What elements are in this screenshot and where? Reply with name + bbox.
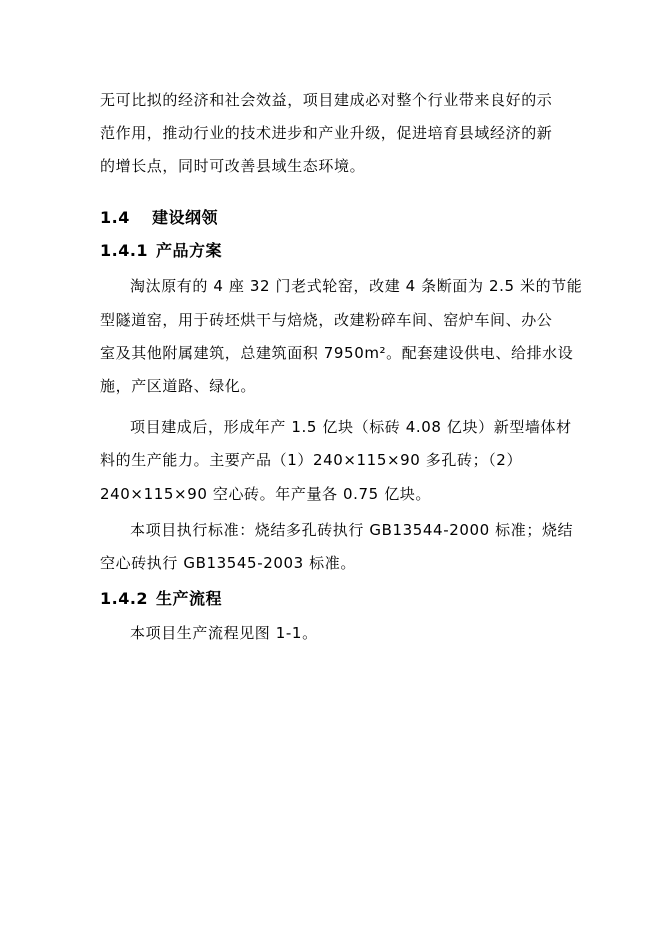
section-number: 1.4: [100, 208, 130, 227]
paragraph-line: 型隧道窑，用于砖坯烘干与焙烧，改建粉碎车间、窑炉车间、办公: [100, 311, 553, 329]
section-heading-1-4-1: [100, 241, 222, 261]
paragraph-line: 施，产区道路、绿化。: [100, 377, 257, 395]
paragraph-line: 本项目生产流程见图 1-1。: [130, 624, 318, 642]
paragraph-line: 淘汰原有的 4 座 32 门老式轮窑，改建 4 条断面为 2.5 米的节能: [130, 277, 583, 295]
section-title: 产品方案: [156, 241, 223, 260]
section-number: 1.4.1: [100, 241, 149, 260]
section-heading-1-4-2: [100, 589, 222, 609]
section-heading-1-4: [100, 208, 218, 228]
section-title: 建设纲领: [152, 208, 219, 227]
intro-line-3: 的增长点，同时可改善县域生态环境。: [100, 157, 366, 175]
paragraph-line: 室及其他附属建筑，总建筑面积 7950m²。配套建设供电、给排水设: [100, 344, 574, 362]
paragraph-line: 240×115×90 空心砖。年产量各 0.75 亿块。: [100, 485, 431, 503]
intro-line-1: 无可比拟的经济和社会效益，项目建成必对整个行业带来良好的示: [100, 91, 553, 109]
paragraph-line: 本项目执行标准：烧结多孔砖执行 GB13544-2000 标准；烧结: [130, 521, 574, 539]
paragraph-line: 项目建成后，形成年产 1.5 亿块（标砖 4.08 亿块）新型墙体材: [130, 418, 572, 436]
paragraph-line: 空心砖执行 GB13545-2003 标准。: [100, 554, 356, 572]
paragraph-line: 料的生产能力。主要产品（1）240×115×90 多孔砖；（2）: [100, 451, 523, 469]
section-title: 生产流程: [156, 589, 223, 608]
intro-line-2: 范作用，推动行业的技术进步和产业升级，促进培育县域经济的新: [100, 124, 553, 142]
section-number: 1.4.2: [100, 589, 149, 608]
